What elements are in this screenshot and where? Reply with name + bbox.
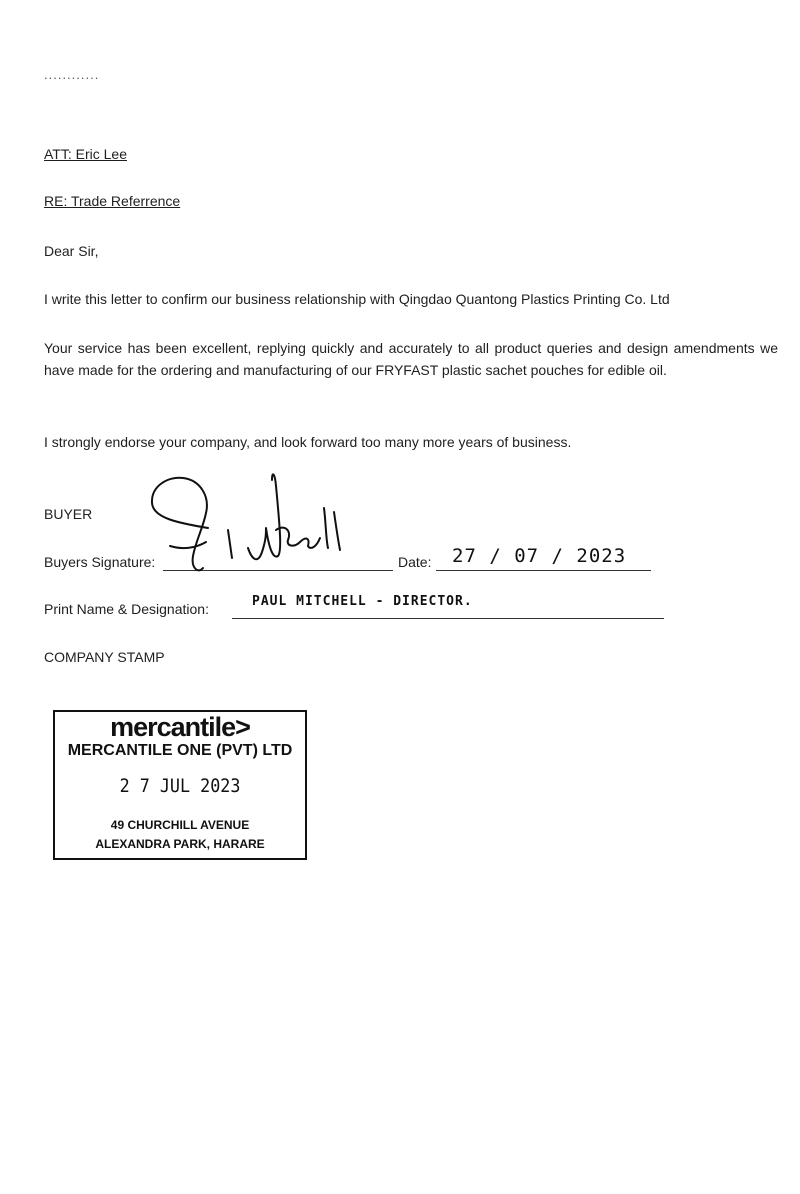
handwritten-name-designation: PAUL MITCHELL - DIRECTOR. — [252, 594, 473, 609]
stamp-company-name: MERCANTILE ONE (PVT) LTD — [67, 742, 293, 759]
salutation: Dear Sir, — [44, 243, 99, 259]
subject-line: RE: Trade Referrence — [44, 193, 181, 209]
stamp-brand: mercantile> — [110, 712, 250, 742]
stamp-address-line: ALEXANDRA PARK, HARARE — [95, 837, 265, 851]
handwritten-date: 27 / 07 / 2023 — [452, 545, 627, 567]
paragraph-confirmation: I write this letter to confirm our business relationship with Qingdao Quantong Plastics Printing Co. Ltd — [44, 291, 670, 307]
name-designation-line — [232, 618, 664, 619]
cutoff-header-text-content: ............ — [44, 67, 100, 82]
buyer-heading: BUYER — [44, 506, 93, 522]
stamp-address-line: 49 CHURCHILL AVENUE — [110, 818, 250, 832]
cutoff-header-text — [44, 67, 284, 88]
date-line — [436, 570, 651, 571]
date-label: Date: — [398, 554, 432, 570]
stamp-date: 2 7 JUL 2023 — [119, 775, 241, 797]
company-stamp-label: COMPANY STAMP — [44, 649, 165, 665]
paragraph-service: Your service has been excellent, replying quickly and accurately to all product queries and design amendments we have made for the ordering and manufacturing of our FRYFAST plastic sachet pouches for edible oil. — [44, 340, 778, 378]
paragraph-endorsement: I strongly endorse your company, and look forward too many more years of business. — [44, 434, 572, 450]
stamp-address — [55, 816, 305, 854]
company-stamp — [53, 710, 307, 860]
handwritten-signature — [148, 468, 358, 580]
name-designation-label: Print Name & Designation: — [44, 601, 209, 617]
signature-label: Buyers Signature: — [44, 554, 156, 570]
attention-line: ATT: Eric Lee — [44, 146, 127, 162]
